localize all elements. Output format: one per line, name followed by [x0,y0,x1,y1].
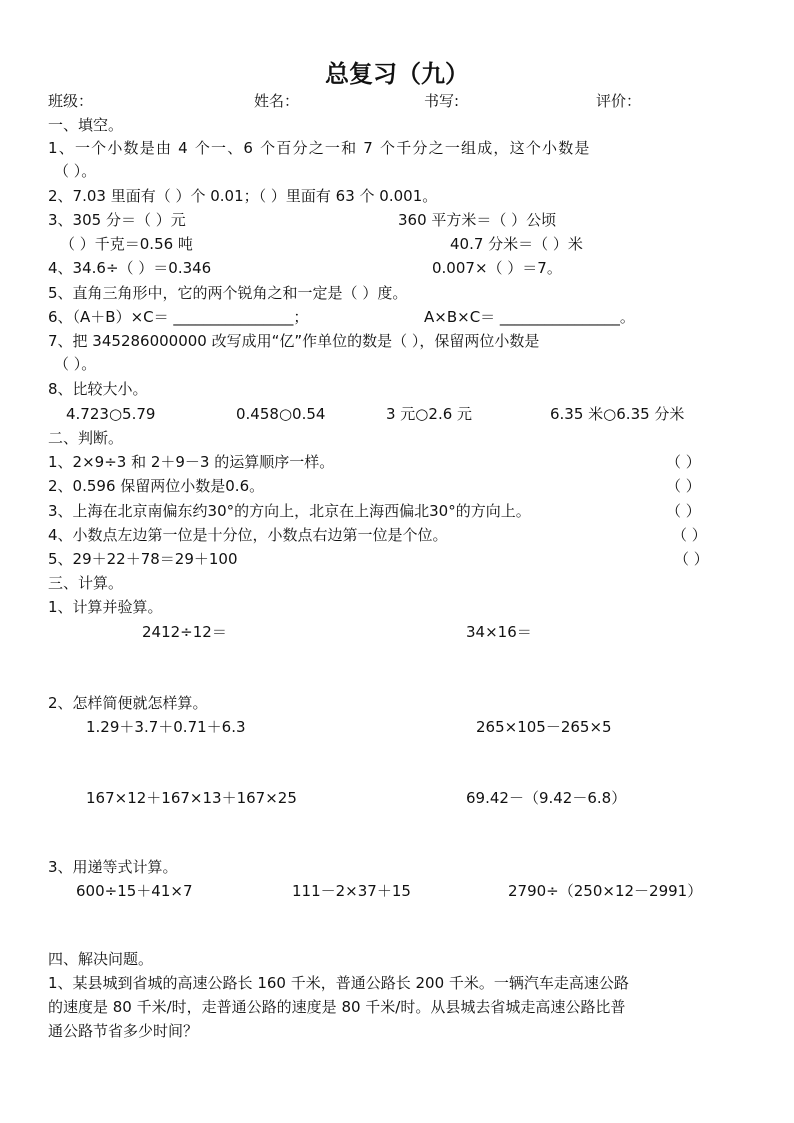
judge-paren-1: （ ） [666,453,701,471]
calc-sub-3: 3、用递等式计算。 [48,858,178,876]
step-3: 2790÷（250×12－2991） [508,882,703,900]
simplify-2: 265×105－265×5 [476,718,612,736]
judge-paren-3: （ ） [666,502,701,520]
question-3-d: 40.7 分米＝（ ）米 [450,235,583,253]
question-8: 8、比较大小。 [48,380,148,398]
simplify-4: 69.42－（9.42－6.8） [466,789,627,807]
calc-sub-1: 1、计算并验算。 [48,598,163,616]
question-7-line-2: （ ）。 [54,355,97,373]
judge-paren-2: （ ） [666,477,701,495]
section-problem-heading: 四、解决问题。 [48,950,154,968]
question-3-b: 360 平方米＝（ ）公顷 [398,211,557,229]
judge-item-1: 1、2×9÷3 和 2＋9－3 的运算顺序一样。 [48,453,335,471]
page-title: 总复习（九） [325,59,469,88]
question-6-a: 6、（A＋B）×C＝ ________________； [48,308,309,326]
judge-item-3: 3、上海在北京南偏东约30°的方向上，北京在上海西偏北30°的方向上。 [48,502,531,520]
section-judge-heading: 二、判断。 [48,429,124,447]
evaluation-label: 评价： [596,92,642,110]
question-5: 5、直角三角形中，它的两个锐角之和一定是（ ）度。 [48,284,408,302]
judge-item-5: 5、29＋22＋78＝29＋100 [48,550,238,568]
question-4-b: 0.007×（ ）＝7。 [432,259,562,277]
question-4-a: 4、34.6÷（ ）＝0.346 [48,259,212,277]
judge-item-2: 2、0.596 保留两位小数是0.6。 [48,477,265,495]
compare-2: 0.458○0.54 [236,405,326,423]
question-1-line-2: （ ）。 [54,162,97,180]
simplify-3: 167×12＋167×13＋167×25 [86,789,297,807]
judge-paren-5: （ ） [674,550,709,568]
name-label: 姓名： [254,92,300,110]
step-2: 111－2×37＋15 [292,882,411,900]
problem-1-line-1: 1、某县城到省城的高速公路长 160 千米，普通公路长 200 千米。一辆汽车走高速公路 [48,974,629,992]
question-7-line-1: 7、把 345286000000 改写成用“亿”作单位的数是（ ），保留两位小数是 [48,332,540,350]
step-1: 600÷15＋41×7 [76,882,193,900]
compare-1: 4.723○5.79 [66,405,156,423]
question-2: 2、7.03 里面有（ ）个 0.01；（ ）里面有 63 个 0.001。 [48,187,438,205]
problem-1-line-3: 通公路节省多少时间？ [48,1022,199,1040]
question-1-line-1: 1、一个小数是由 4 个一、6 个百分之一和 7 个千分之一组成，这个小数是 [48,139,591,157]
question-6-b: A×B×C＝ ________________。 [424,308,635,326]
question-3-c: （ ）千克＝0.56 吨 [60,235,193,253]
compare-4: 6.35 米○6.35 分米 [550,405,685,423]
simplify-1: 1.29＋3.7＋0.71＋6.3 [86,718,246,736]
class-label: 班级： [48,92,94,110]
section-fill-heading: 一、填空。 [48,116,124,134]
judge-item-4: 4、小数点左边第一位是十分位，小数点右边第一位是个位。 [48,526,448,544]
judge-paren-4: （ ） [672,526,707,544]
calc-2: 34×16＝ [466,623,532,641]
calc-sub-2: 2、怎样简便就怎样算。 [48,694,208,712]
calc-1: 2412÷12＝ [142,623,227,641]
problem-1-line-2: 的速度是 80 千米/时，走普通公路的速度是 80 千米/时。从县城去省城走高速公路比普 [48,998,626,1016]
section-calc-heading: 三、计算。 [48,574,124,592]
question-3-a: 3、305 分＝（ ）元 [48,211,186,229]
writing-label: 书写: [424,92,460,110]
compare-3: 3 元○2.6 元 [386,405,473,423]
